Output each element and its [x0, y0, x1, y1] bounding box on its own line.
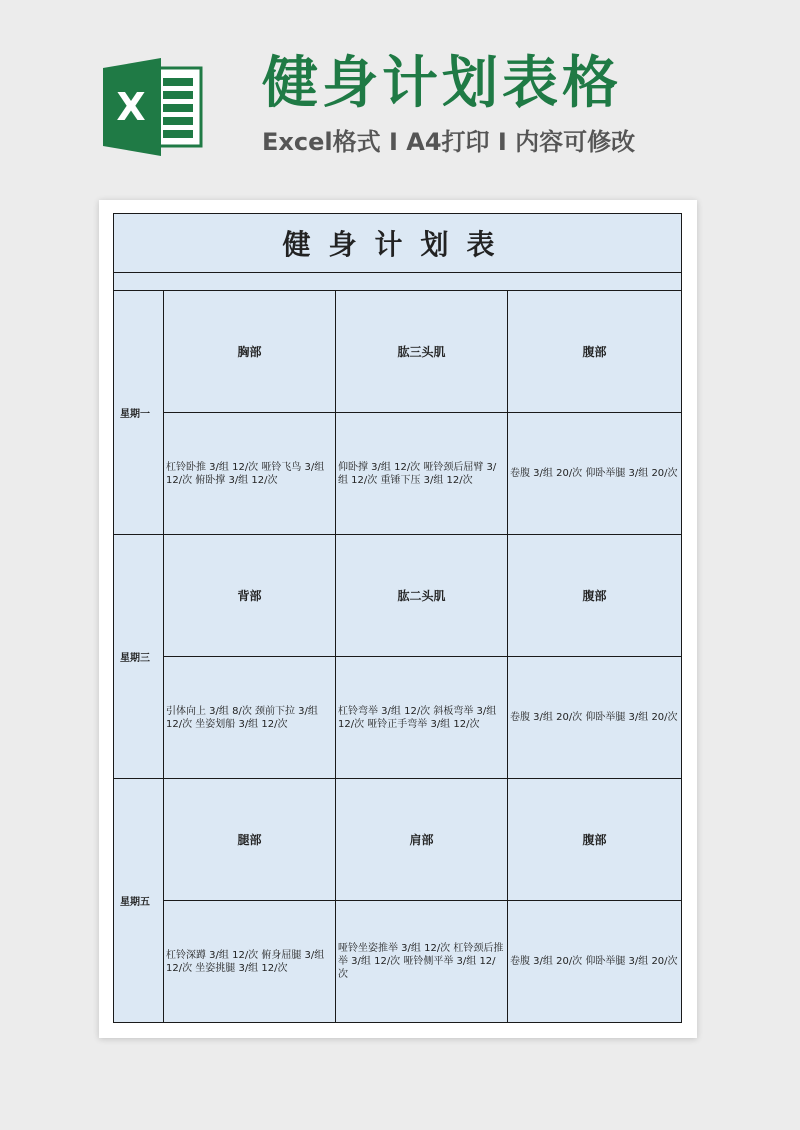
- day-label: 星期一: [114, 291, 164, 535]
- fitness-plan-table: [113, 213, 682, 1023]
- exercise-cell: 仰卧撑 3/组 12/次 哑铃颈后屈臂 3/组 12/次 重锤下压 3/组 12/次: [336, 413, 508, 535]
- exercise-cell: 杠铃深蹲 3/组 12/次 俯身屈腿 3/组 12/次 坐姿挑腿 3/组 12/次: [164, 901, 336, 1023]
- muscle-group-cell: 腹部: [508, 291, 682, 413]
- muscle-group-cell: 胸部: [164, 291, 336, 413]
- table-row: [114, 291, 682, 413]
- table-row: [114, 413, 682, 535]
- muscle-group-cell: 腹部: [508, 535, 682, 657]
- day-label: 星期五: [114, 779, 164, 1023]
- muscle-group-cell: 肱二头肌: [336, 535, 508, 657]
- table-row: [114, 535, 682, 657]
- exercise-cell: 杠铃弯举 3/组 12/次 斜板弯举 3/组 12/次 哑铃正手弯举 3/组 12/次: [336, 657, 508, 779]
- muscle-group-cell: 腿部: [164, 779, 336, 901]
- day-label: 星期三: [114, 535, 164, 779]
- page-title: 健身计划表格: [262, 51, 622, 116]
- table-row: [114, 657, 682, 779]
- exercise-cell: 卷腹 3/组 20/次 仰卧举腿 3/组 20/次: [508, 901, 682, 1023]
- exercise-cell: 卷腹 3/组 20/次 仰卧举腿 3/组 20/次: [508, 657, 682, 779]
- exercise-cell: 哑铃坐姿推举 3/组 12/次 杠铃颈后推举 3/组 12/次 哑铃侧平举 3/组 12/次: [336, 901, 508, 1023]
- muscle-group-cell: 肩部: [336, 779, 508, 901]
- exercise-cell: 卷腹 3/组 20/次 仰卧举腿 3/组 20/次: [508, 413, 682, 535]
- table-row: [114, 901, 682, 1023]
- excel-logo-letter: X: [116, 85, 146, 129]
- muscle-group-cell: 腹部: [508, 779, 682, 901]
- muscle-group-cell: 肱三头肌: [336, 291, 508, 413]
- exercise-cell: 引体向上 3/组 8/次 颈前下拉 3/组 12/次 坐姿划船 3/组 12/次: [164, 657, 336, 779]
- spacer-row: [114, 273, 682, 291]
- muscle-group-cell: 背部: [164, 535, 336, 657]
- exercise-cell: 杠铃卧推 3/组 12/次 哑铃飞鸟 3/组 12/次 俯卧撑 3/组 12/次: [164, 413, 336, 535]
- excel-logo-icon: [103, 58, 203, 156]
- table-row: [114, 779, 682, 901]
- page-subtitle: Excel格式 I A4打印 I 内容可修改: [262, 128, 636, 156]
- sheet-title: 健身计划表: [114, 214, 682, 273]
